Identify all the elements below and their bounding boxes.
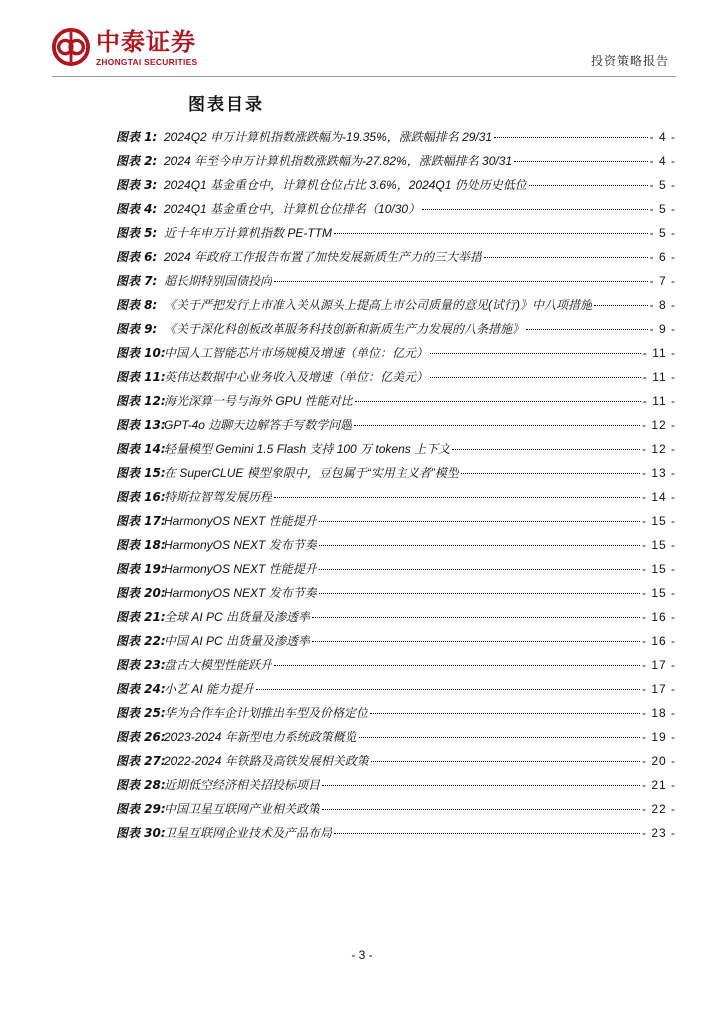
toc-entry[interactable] [116, 775, 676, 799]
toc-entry[interactable] [116, 295, 676, 319]
toc-entry[interactable] [116, 823, 676, 847]
toc-entry-label: 图表 22: [116, 634, 166, 648]
toc-entry-label: 图表 3: [116, 178, 158, 192]
toc-dot-leader [274, 497, 640, 498]
toc-entry-title: 《关于深化科创板改革服务科技创新和新质生产力发展的八条措施》 [164, 322, 525, 336]
toc-entry-label: 图表 26: [116, 730, 166, 744]
toc-entry[interactable] [116, 439, 676, 463]
toc-entry-title: 英伟达数据中心业务收入及增速（单位：亿美元） [164, 370, 429, 384]
toc-title: 图表目录 [188, 95, 264, 115]
toc-entry-label: 图表 12: [116, 394, 166, 408]
toc-entry[interactable] [116, 271, 676, 295]
toc-entry-page: - 12 - [641, 418, 676, 432]
header-divider [52, 76, 676, 77]
toc-entry-page: - 22 - [641, 802, 676, 816]
toc-entry-title: 全球 AI PC 出货量及渗透率 [164, 610, 311, 624]
toc-entry-page: - 11 - [642, 346, 676, 360]
toc-entry[interactable] [116, 247, 676, 271]
toc-dot-leader [484, 257, 648, 258]
toc-dot-leader [514, 161, 648, 162]
toc-dot-leader [319, 545, 640, 546]
toc-dot-leader [322, 785, 640, 786]
toc-dot-leader [422, 209, 648, 210]
toc-entry-title: 近期低空经济相关招投标项目 [164, 778, 321, 792]
toc-entry-label: 图表 11: [116, 370, 166, 384]
toc-dot-leader [319, 521, 640, 522]
toc-entry-page: - 23 - [641, 826, 676, 840]
toc-entry-label: 图表 9: [116, 322, 158, 336]
toc-entry-label: 图表 28: [116, 778, 166, 792]
toc-entry-page: - 4 - [649, 154, 676, 168]
toc-entry[interactable] [116, 607, 676, 631]
toc-entry-title: 轻量模型 Gemini 1.5 Flash 支持 100 万 tokens 上下文 [164, 442, 451, 456]
toc-dot-leader [461, 473, 640, 474]
page-header [0, 0, 724, 80]
toc-entry-label: 图表 24: [116, 682, 166, 696]
toc-entry-title: 在 SuperCLUE 模型象限中，豆包属于“实用主义者”模型 [164, 466, 459, 480]
toc-entry-page: - 5 - [649, 226, 676, 240]
toc-entry-label: 图表 2: [116, 154, 158, 168]
toc-entry-page: - 11 - [642, 370, 676, 384]
toc-entry-page: - 4 - [649, 130, 676, 144]
toc-entry-label: 图表 30: [116, 826, 166, 840]
toc-entry-page: - 14 - [641, 490, 676, 504]
toc-entry[interactable] [116, 583, 676, 607]
toc-entry-page: - 16 - [641, 634, 676, 648]
toc-dot-leader [494, 137, 648, 138]
toc-list [116, 127, 676, 847]
toc-dot-leader [312, 641, 640, 642]
toc-entry-title: 卫星互联网企业技术及产品布局 [164, 826, 333, 840]
toc-entry-page: - 17 - [641, 682, 676, 696]
toc-entry-page: - 6 - [649, 250, 676, 264]
toc-entry-label: 图表 13: [116, 418, 166, 432]
toc-dot-leader [256, 689, 640, 690]
toc-entry-title: GPT-4o 边聊天边解答手写数学问题 [164, 418, 353, 432]
toc-entry-title: 中国卫星互联网产业相关政策 [164, 802, 321, 816]
toc-entry-title: 2024 年至今申万计算机指数涨跌幅为-27.82%，涨跌幅排名 30/31 [164, 154, 513, 168]
toc-entry-title: HarmonyOS NEXT 性能提升 [164, 562, 317, 576]
toc-entry-label: 图表 19: [116, 562, 166, 576]
toc-entry-label: 图表 18: [116, 538, 166, 552]
toc-entry-page: - 5 - [649, 178, 676, 192]
toc-dot-leader [322, 809, 640, 810]
toc-entry[interactable] [116, 415, 676, 439]
toc-entry[interactable] [116, 175, 676, 199]
toc-dot-leader [334, 833, 640, 834]
toc-entry-page: - 20 - [641, 754, 676, 768]
toc-entry-page: - 8 - [649, 298, 676, 312]
toc-dot-leader [319, 569, 640, 570]
toc-entry-title: HarmonyOS NEXT 性能提升 [164, 514, 317, 528]
toc-dot-leader [430, 353, 641, 354]
toc-entry-title: 中国人工智能芯片市场规模及增速（单位：亿元） [164, 346, 429, 360]
toc-dot-leader [370, 713, 640, 714]
toc-entry[interactable] [116, 199, 676, 223]
toc-entry-title: 盘古大模型性能跃升 [164, 658, 273, 672]
toc-dot-leader [430, 377, 641, 378]
toc-entry-label: 图表 14: [116, 442, 166, 456]
toc-dot-leader [274, 665, 640, 666]
toc-entry-title: 2024Q1 基金重仓中，计算机仓位占比 3.6%，2024Q1 仍处历史低位 [164, 178, 527, 192]
toc-entry-page: - 12 - [641, 442, 676, 456]
toc-entry[interactable] [116, 703, 676, 727]
toc-dot-leader [529, 185, 648, 186]
toc-entry[interactable] [116, 535, 676, 559]
toc-entry[interactable] [116, 319, 676, 343]
toc-entry[interactable] [116, 367, 676, 391]
toc-entry-label: 图表 8: [116, 298, 158, 312]
toc-entry-title: 超长期特别国债投向 [164, 274, 273, 288]
toc-entry-page: - 15 - [641, 538, 676, 552]
toc-entry-page: - 7 - [649, 274, 676, 288]
toc-entry-page: - 15 - [641, 562, 676, 576]
toc-entry-label: 图表 20: [116, 586, 166, 600]
toc-entry-label: 图表 5: [116, 226, 158, 240]
toc-entry[interactable] [116, 127, 676, 151]
toc-entry-page: - 11 - [642, 394, 676, 408]
toc-entry-page: - 13 - [641, 466, 676, 480]
toc-entry-title: 海光深算一号与海外 GPU 性能对比 [164, 394, 353, 408]
toc-entry-label: 图表 29: [116, 802, 166, 816]
toc-dot-leader [274, 281, 648, 282]
toc-entry[interactable] [116, 511, 676, 535]
toc-entry-label: 图表 6: [116, 250, 158, 264]
toc-entry-title: 2022-2024 年铁路及高铁发展相关政策 [164, 754, 369, 768]
toc-entry-label: 图表 1: [116, 130, 158, 144]
toc-entry[interactable] [116, 343, 676, 367]
toc-entry[interactable] [116, 655, 676, 679]
toc-entry-title: 小艺 AI 能力提升 [164, 682, 255, 696]
toc-entry[interactable] [116, 799, 676, 823]
toc-entry-title: 《关于严把发行上市准入关从源头上提高上市公司质量的意见(试行)》中八项措施 [164, 298, 592, 312]
toc-dot-leader [452, 449, 640, 450]
toc-entry-label: 图表 7: [116, 274, 158, 288]
toc-dot-leader [355, 401, 641, 402]
page-number: - 3 - [351, 948, 373, 962]
company-logo [52, 28, 242, 70]
toc-entry-page: - 18 - [641, 706, 676, 720]
report-type-label: 投资策略报告 [590, 54, 669, 68]
toc-entry-page: - 16 - [641, 610, 676, 624]
toc-entry-title: 近十年申万计算机指数 PE-TTM [164, 226, 332, 240]
toc-entry[interactable] [116, 391, 676, 415]
toc-entry-label: 图表 17: [116, 514, 166, 528]
toc-entry[interactable] [116, 151, 676, 175]
toc-entry-label: 图表 15: [116, 466, 166, 480]
toc-entry-label: 图表 21: [116, 610, 166, 624]
toc-entry-label: 图表 16: [116, 490, 166, 504]
toc-dot-leader [319, 593, 640, 594]
toc-dot-leader [334, 233, 648, 234]
toc-entry-label: 图表 27: [116, 754, 166, 768]
toc-entry-title: 中国 AI PC 出货量及渗透率 [164, 634, 311, 648]
toc-entry-label: 图表 23: [116, 658, 166, 672]
toc-dot-leader [354, 425, 640, 426]
toc-entry-label: 图表 4: [116, 202, 158, 216]
toc-dot-leader [526, 329, 648, 330]
toc-entry[interactable] [116, 223, 676, 247]
logo-english-name: ZHONGTAI SECURITIES [96, 57, 198, 67]
toc-entry-title: 华为合作车企计划推出车型及价格定位 [164, 706, 369, 720]
toc-entry-page: - 19 - [641, 730, 676, 744]
toc-entry-page: - 17 - [641, 658, 676, 672]
toc-entry[interactable] [116, 679, 676, 703]
toc-entry[interactable] [116, 631, 676, 655]
toc-entry-label: 图表 10: [116, 346, 166, 360]
toc-entry-title: 2024Q2 申万计算机指数涨跌幅为-19.35%，涨跌幅排名 29/31 [164, 130, 493, 144]
toc-entry-page: - 15 - [641, 586, 676, 600]
toc-entry-title: 2024Q1 基金重仓中，计算机仓位排名（10/30） [164, 202, 421, 216]
toc-dot-leader [594, 305, 648, 306]
toc-dot-leader [312, 617, 640, 618]
toc-entry-page: - 5 - [649, 202, 676, 216]
toc-entry[interactable] [116, 727, 676, 751]
toc-entry-title: HarmonyOS NEXT 发布节奏 [164, 586, 317, 600]
toc-entry[interactable] [116, 751, 676, 775]
logo-chinese-name: 中泰证券 [96, 28, 196, 56]
toc-entry[interactable] [116, 487, 676, 511]
toc-entry[interactable] [116, 463, 676, 487]
toc-entry-title: 2024 年政府工作报告布置了加快发展新质生产力的三大举措 [164, 250, 483, 264]
toc-entry-title: 2023-2024 年新型电力系统政策概览 [164, 730, 357, 744]
toc-entry-page: - 9 - [649, 322, 676, 336]
toc-dot-leader [359, 737, 640, 738]
toc-entry-label: 图表 25: [116, 706, 166, 720]
toc-entry-title: 特斯拉智驾发展历程 [164, 490, 273, 504]
toc-dot-leader [371, 761, 640, 762]
zhongtai-logo-icon [52, 28, 90, 66]
toc-entry-page: - 21 - [641, 778, 676, 792]
toc-entry-title: HarmonyOS NEXT 发布节奏 [164, 538, 317, 552]
toc-entry-page: - 15 - [641, 514, 676, 528]
toc-entry[interactable] [116, 559, 676, 583]
